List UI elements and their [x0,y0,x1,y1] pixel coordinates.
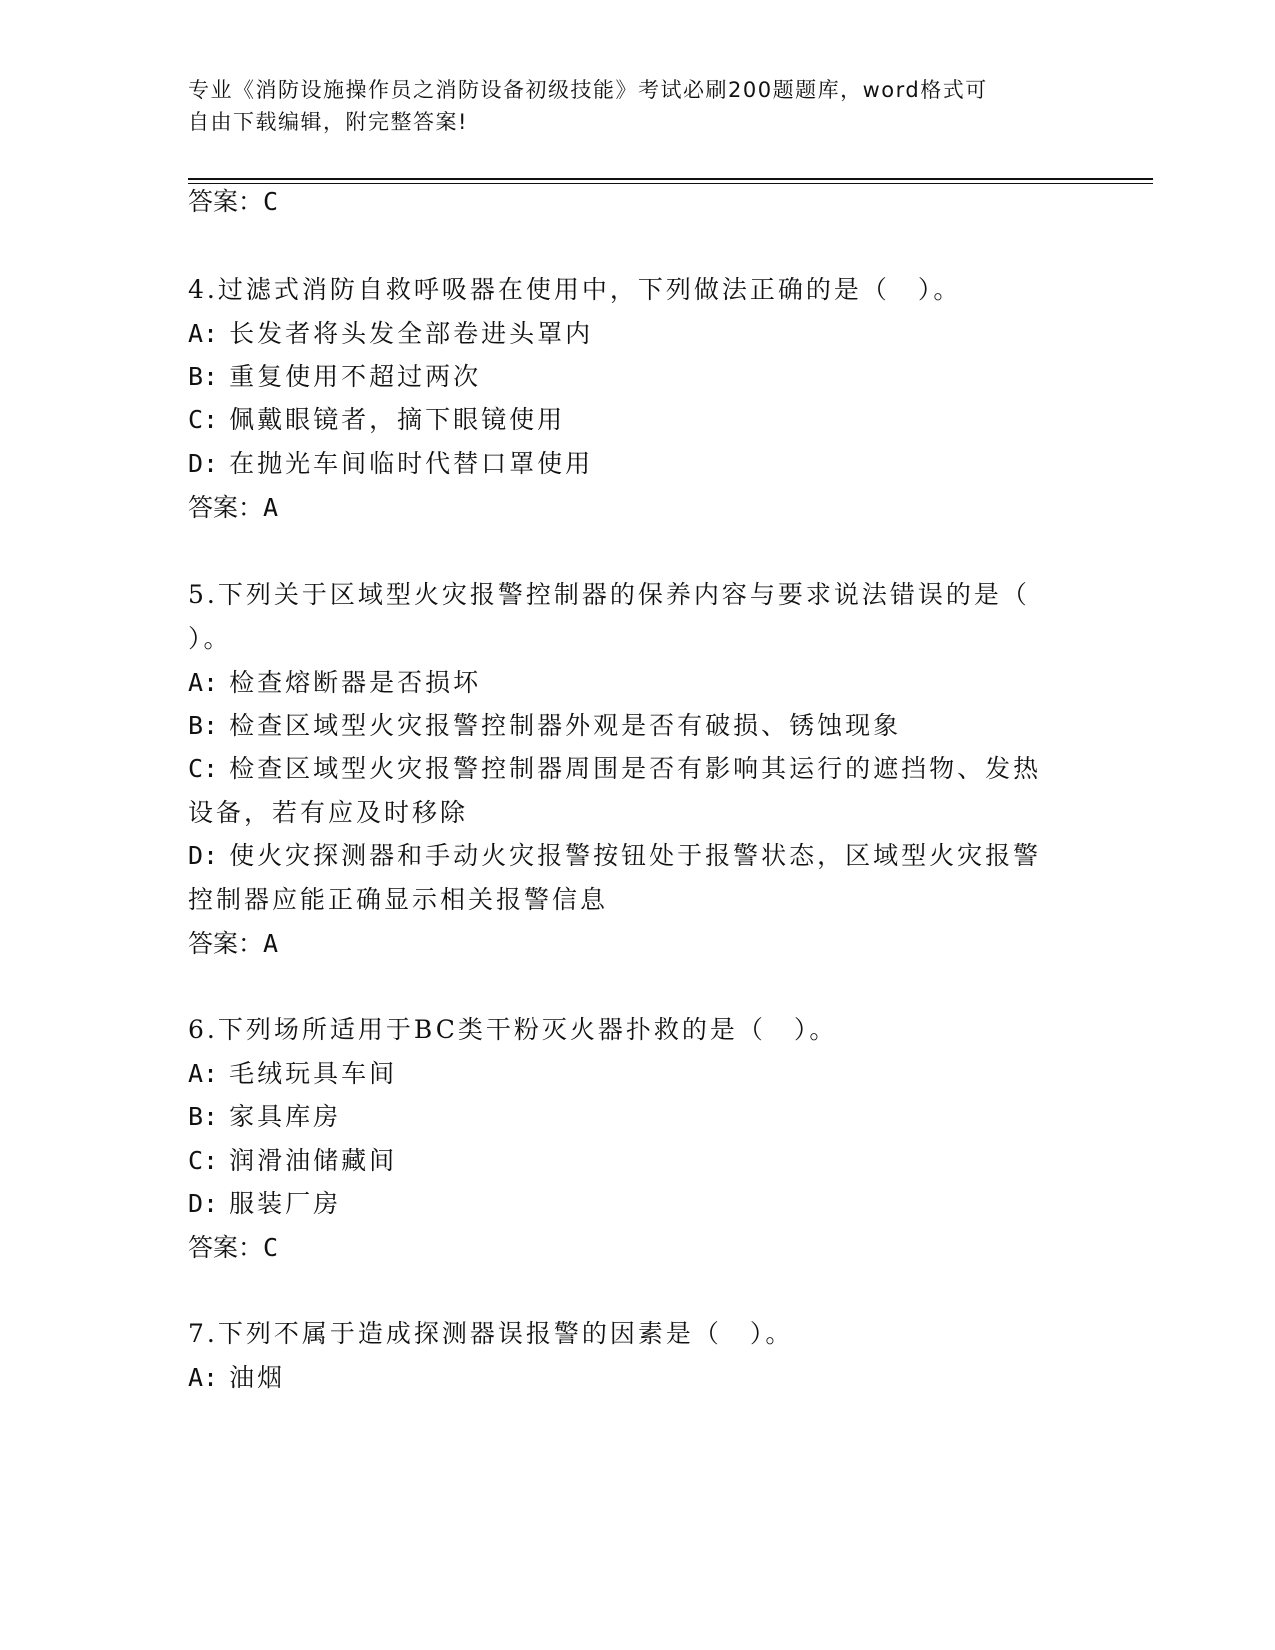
answer-key: C [263,187,279,216]
option-c: C: 润滑油储藏间 [188,1146,398,1175]
answer-line: 答案：C [188,1233,279,1262]
question-stem: 6.下列场所适用于BC类干粉灭火器扑救的是（ ）。 [188,1015,838,1044]
option-a: A: 长发者将头发全部卷进头罩内 [188,319,594,348]
question-stem-cont: ）。 [188,624,232,653]
option-a: A: 毛绒玩具车间 [188,1059,398,1088]
option-c-cont: 设备，若有应及时移除 [188,798,469,827]
answer-line [188,186,278,218]
page-header [188,74,1068,138]
option-d: D: 使火灾探测器和手动火灾报警按钮处于报警状态，区域型火灾报警 [188,841,1042,870]
option-d-cont: 控制器应能正确显示相关报警信息 [188,885,609,914]
header-rule-thick [188,178,1153,180]
answer-line: 答案：A [188,493,279,522]
question-stem: 4.过滤式消防自救呼吸器在使用中，下列做法正确的是（ ）。 [188,275,962,304]
option-c: C: 检查区域型火灾报警控制器周围是否有影响其运行的遮挡物、发热 [188,754,1042,783]
option-c: C: 佩戴眼镜者，摘下眼镜使用 [188,405,566,434]
header-line-1: 专业《消防设施操作员之消防设备初级技能》考试必刷200题题库，word格式可 [188,78,988,102]
answer-line: 答案：A [188,929,279,958]
question-stem: 5.下列关于区域型火灾报警控制器的保养内容与要求说法错误的是（ [188,580,1030,609]
option-d: D: 服装厂房 [188,1189,342,1218]
header-rule-thin [188,183,1153,184]
option-b: B: 重复使用不超过两次 [188,362,482,391]
option-a: A: 油烟 [188,1363,286,1392]
option-a: A: 检查熔断器是否损坏 [188,668,482,697]
option-b: B: 家具库房 [188,1102,342,1131]
header-line-2: 自由下载编辑，附完整答案! [188,110,468,134]
answer-label: 答案： [188,187,264,216]
option-b: B: 检查区域型火灾报警控制器外观是否有破损、锈蚀现象 [188,711,902,740]
question-stem: 7.下列不属于造成探测器误报警的因素是（ ）。 [188,1319,794,1348]
option-d: D: 在抛光车间临时代替口罩使用 [188,449,594,478]
